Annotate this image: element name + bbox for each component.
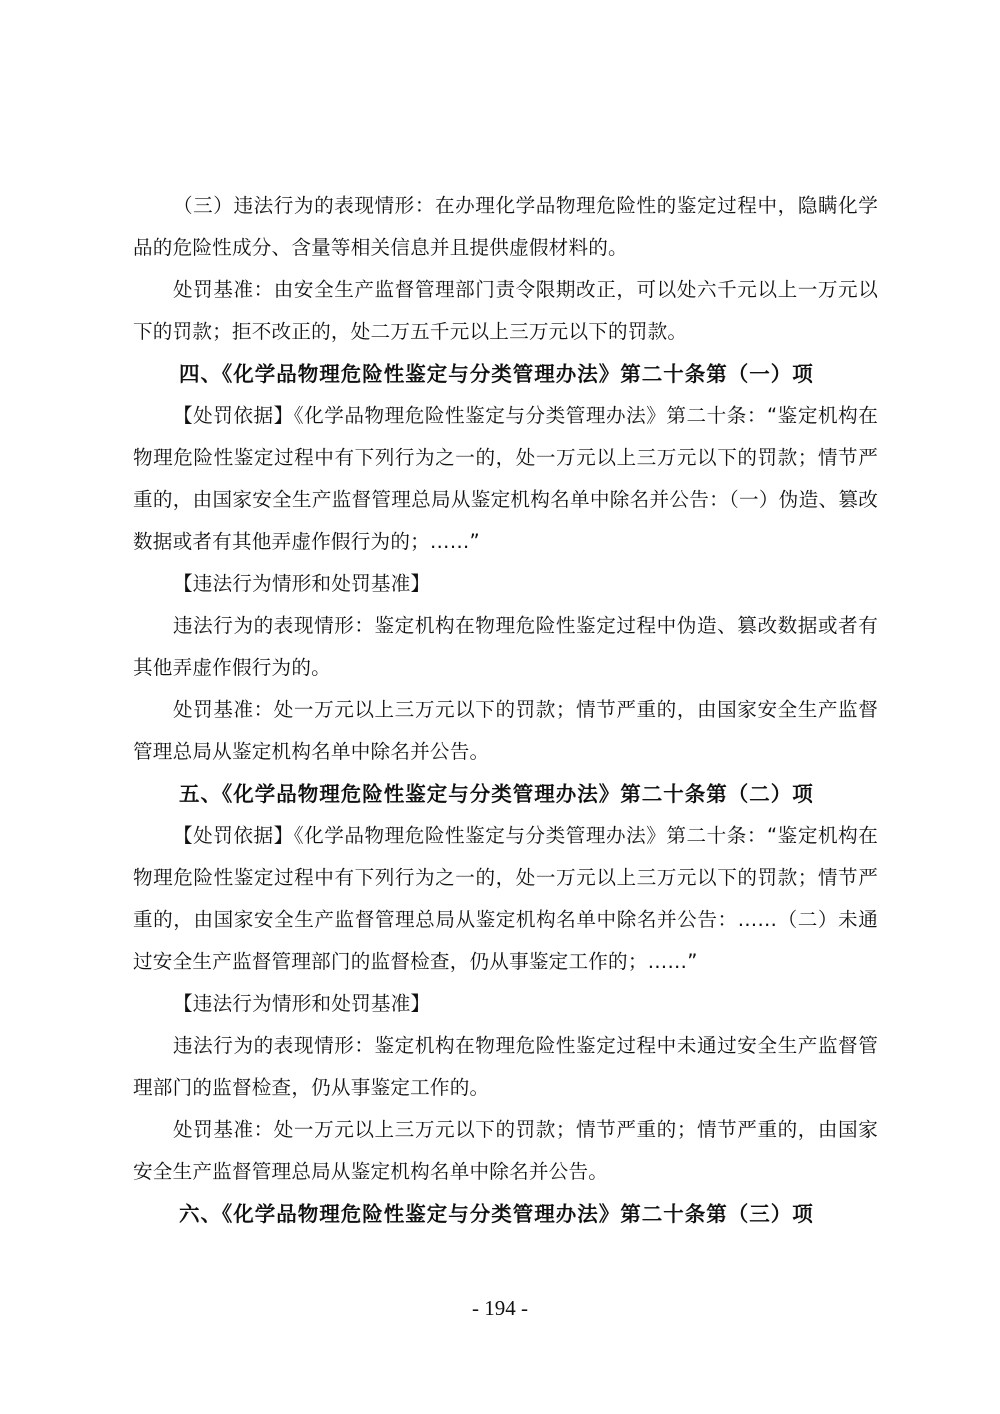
paragraph-penalty-standard: 处罚基准：由安全生产监督管理部门责令限期改正，可以处六千元以上一万元以下的罚款；拒不改正的，处二万五千元以上三万元以下的罚款。 xyxy=(133,278,878,343)
subheading-violation-and-standard: 【违法行为情形和处罚基准】 xyxy=(173,992,431,1015)
section-heading-6: 六、《化学品物理危险性鉴定与分类管理办法》第二十条第（三）项 xyxy=(179,1202,814,1226)
paragraph-violation-3: （三）违法行为的表现情形：在办理化学品物理危险性的鉴定过程中，隐瞒化学品的危险性成分、含量等相关信息并且提供虚假材料的。 xyxy=(133,194,878,259)
document-body xyxy=(133,185,878,1235)
paragraph-violation-circumstance: 违法行为的表现情形：鉴定机构在物理危险性鉴定过程中伪造、篡改数据或者有其他弄虚作假行为的。 xyxy=(133,614,878,679)
paragraph-penalty-basis: 【处罚依据】《化学品物理危险性鉴定与分类管理办法》第二十条：“鉴定机构在物理危险性鉴定过程中有下列行为之一的，处一万元以上三万元以下的罚款；情节严重的，由国家安全生产监督管理总局从鉴定机构名单中除名并公告：……（二）未通过安全生产监督管理部门的监督检查，仍从事鉴定工作的；……” xyxy=(133,824,878,973)
paragraph-violation-circumstance: 违法行为的表现情形：鉴定机构在物理危险性鉴定过程中未通过安全生产监督管理部门的监督检查，仍从事鉴定工作的。 xyxy=(133,1034,878,1099)
paragraph-penalty-basis: 【处罚依据】《化学品物理危险性鉴定与分类管理办法》第二十条：“鉴定机构在物理危险性鉴定过程中有下列行为之一的，处一万元以上三万元以下的罚款；情节严重的，由国家安全生产监督管理总局从鉴定机构名单中除名并公告：（一）伪造、篡改数据或者有其他弄虚作假行为的；……” xyxy=(133,404,878,553)
section-heading-4: 四、《化学品物理危险性鉴定与分类管理办法》第二十条第（一）项 xyxy=(179,362,814,386)
paragraph-penalty-standard: 处罚基准：处一万元以上三万元以下的罚款；情节严重的，由国家安全生产监督管理总局从鉴定机构名单中除名并公告。 xyxy=(133,698,878,763)
paragraph-penalty-standard: 处罚基准：处一万元以上三万元以下的罚款；情节严重的；情节严重的，由国家安全生产监督管理总局从鉴定机构名单中除名并公告。 xyxy=(133,1118,878,1183)
section-heading-5: 五、《化学品物理危险性鉴定与分类管理办法》第二十条第（二）项 xyxy=(179,782,814,806)
subheading-violation-and-standard: 【违法行为情形和处罚基准】 xyxy=(173,572,431,595)
page-number: - 194 - xyxy=(472,1296,528,1320)
